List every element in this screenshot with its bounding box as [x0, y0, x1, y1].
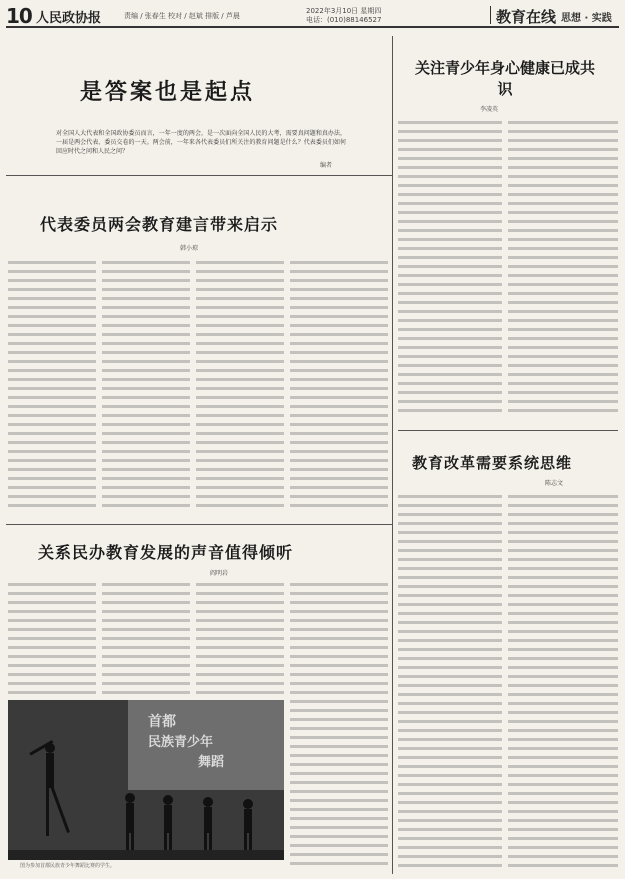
- date-info: [306, 7, 381, 25]
- section-subtitle: 思想 · 实践: [561, 13, 612, 24]
- section-rule-right: [398, 430, 618, 431]
- private-text-col-1: [8, 580, 96, 695]
- masthead: [6, 4, 619, 28]
- photo-caption: 图为参加首都民族青少年舞蹈比赛的学生。: [20, 863, 116, 869]
- paper-name: 人民政协报: [36, 11, 102, 26]
- youth-text-col-1: [398, 118, 502, 418]
- intro-paragraph: 对全国人大代表和全国政协委员而言，一年一度的两会，是一次面向全国人民的大考，需要真问题和真办法，一届是两会代表、委员交卷的一天。两会前，一年来各代表委员们所关注的教育问题是什么？代表委员们如何回应时代之问和人民之问？: [56, 130, 346, 155]
- phone-line: 电话：(010)88146527: [306, 16, 382, 24]
- editor-credits: 责编 / 张春生 校对 / 赵斌 排版 / 芦晨: [124, 12, 240, 20]
- youth-text-col-2: [508, 118, 618, 418]
- section-rule-1: [6, 175, 392, 176]
- headline-reform: 教育改革需要系统思维: [412, 454, 573, 472]
- private-byline: 阎明岩: [210, 570, 229, 577]
- headline-private-edu: 关系民办教育发展的声音值得倾听: [38, 543, 294, 562]
- intro-byline: 编者: [320, 162, 333, 169]
- date-line: 2022年3月10日 星期四: [306, 7, 382, 15]
- masthead-divider: [490, 6, 491, 24]
- backdrop-text-2: 民族青少年: [148, 735, 214, 750]
- reps-byline: 韩小琼: [180, 245, 199, 252]
- youth-byline: 李凌英: [480, 106, 499, 113]
- headline-answer: 是答案也是起点: [80, 79, 256, 105]
- section-title: 教育在线: [496, 8, 557, 26]
- page-number: 10: [6, 4, 32, 28]
- backdrop-text-3: 舞蹈: [198, 755, 225, 770]
- dance-photo-art: [8, 700, 284, 860]
- headline-reps-insight: 代表委员两会教育建言带来启示: [40, 215, 279, 234]
- reps-text-col-1: [8, 258, 96, 513]
- column-separator: [392, 36, 393, 874]
- private-text-col-2: [102, 580, 190, 695]
- reform-text-col-1: [398, 492, 502, 870]
- reps-text-col-4: [290, 258, 388, 513]
- dance-photo: [8, 700, 284, 860]
- headline-youth-health: 关注青少年身心健康已成共识: [414, 59, 595, 98]
- private-text-col-3: [196, 580, 284, 695]
- reform-byline: 陈志文: [545, 480, 564, 487]
- reps-text-col-2: [102, 258, 190, 513]
- section-rule-2: [6, 524, 392, 525]
- reform-text-col-2: [508, 492, 618, 870]
- private-text-col-4: [290, 580, 388, 870]
- backdrop-text-1: 首都: [148, 714, 176, 730]
- reps-text-col-3: [196, 258, 284, 513]
